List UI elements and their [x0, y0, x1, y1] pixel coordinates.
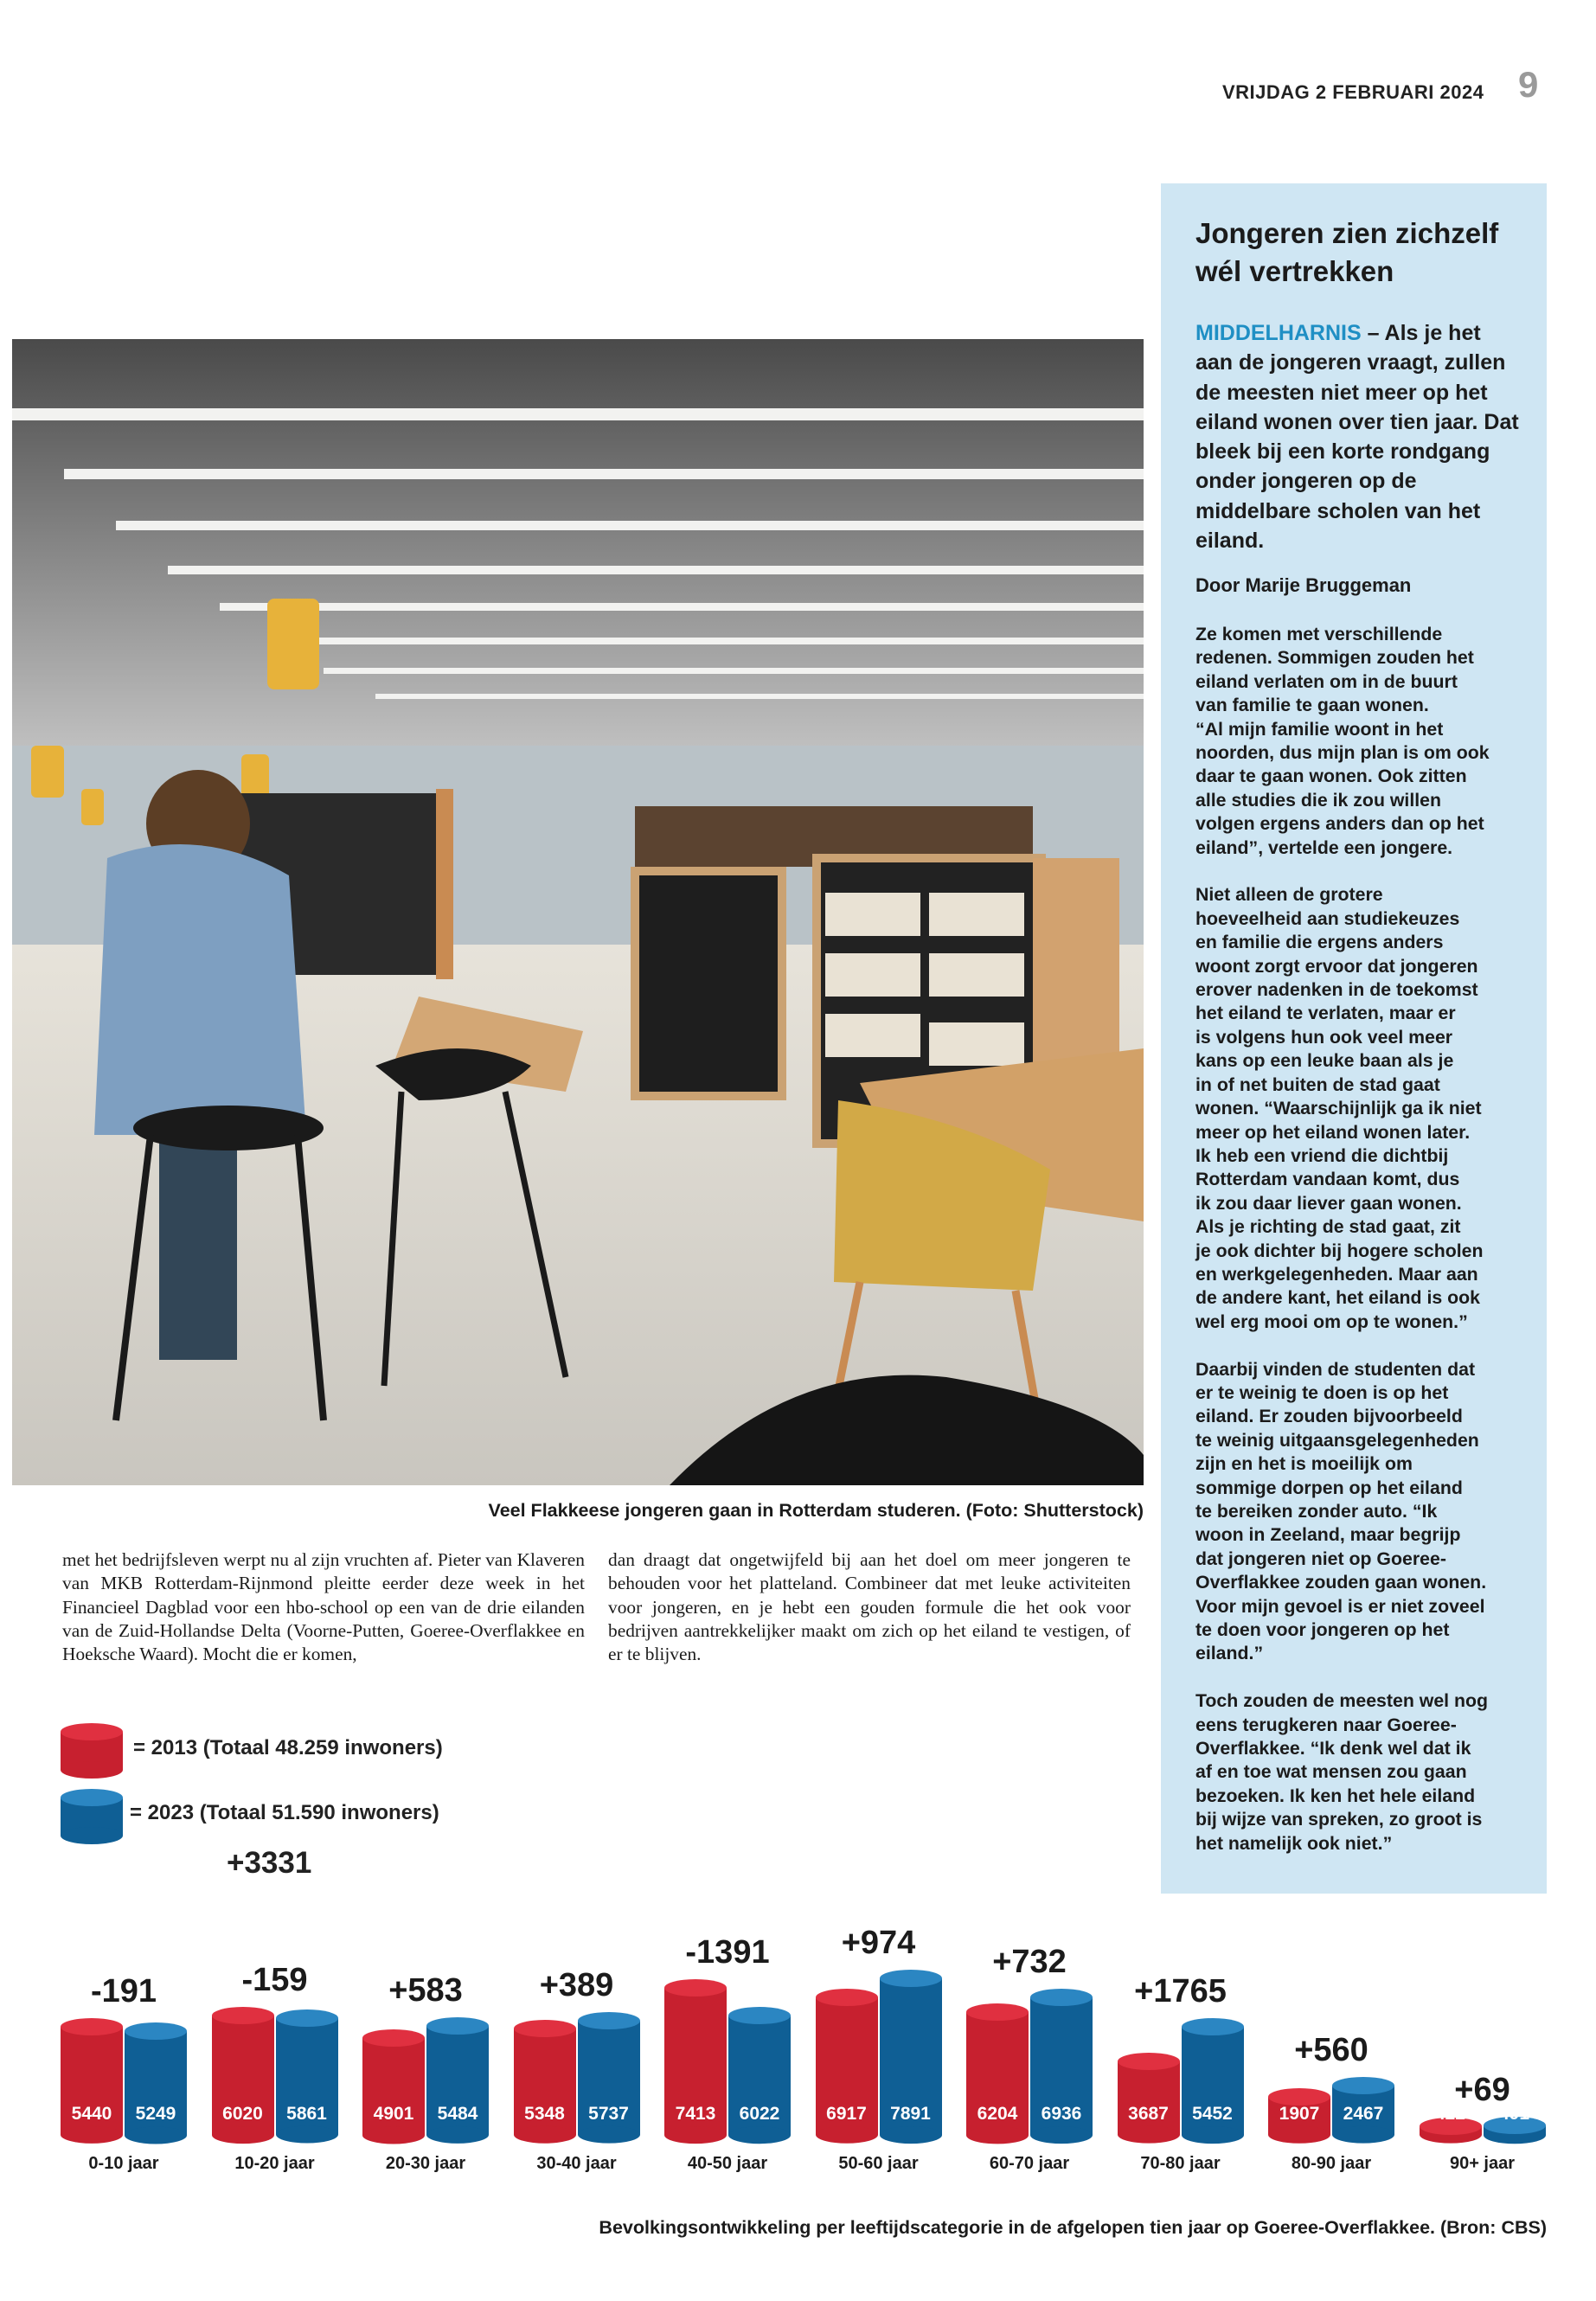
change-label: +974 — [841, 1924, 916, 1961]
value-label: 5861 — [286, 2104, 327, 2124]
legend-2013-icon — [61, 1721, 123, 1779]
bar-2023-7080jaar — [1182, 2018, 1244, 2145]
category-label: 70-80 jaar — [1140, 2154, 1221, 2173]
sidebar-body — [1195, 623, 1524, 1879]
bar-2023-3040jaar — [578, 2012, 640, 2145]
change-label: +69 — [1454, 2071, 1510, 2108]
bar-2013-010jaar — [61, 2018, 123, 2145]
legend-2013-label: = 2013 (Totaal 48.259 inwoners) — [133, 1736, 443, 1759]
category-label: 20-30 jaar — [385, 2154, 466, 2173]
category-label: 10-20 jaar — [234, 2154, 315, 2173]
value-label: 422 — [1434, 2104, 1466, 2124]
legend-2023-icon — [61, 1787, 123, 1844]
dateline: MIDDELHARNIS — [1195, 321, 1362, 345]
value-label: 5737 — [588, 2104, 629, 2124]
sidebar-paragraph: Ze komen met verschillende redenen. Sommigen zouden het eiland verlaten om in de buurt van familie te gaan wonen. “Al mijn familie woont in het noorden, dus mijn plan is om ook daar te gaan wonen. Ook zitten alle studies die ik zou willen volgen ergens anders dan op het eiland”, vertelde een jongere. — [1195, 624, 1490, 858]
photo-caption: Veel Flakkeese jongeren gaan in Rotterdam studeren. (Foto: Shutterstock) — [488, 1500, 1144, 1521]
value-label: 7413 — [675, 2104, 716, 2124]
value-label: 6917 — [826, 2104, 867, 2124]
value-label: 1907 — [1279, 2104, 1320, 2124]
issue-date: VRIJDAG 2 FEBRUARI 2024 — [1222, 81, 1484, 103]
bar-2023-1020jaar — [276, 2009, 338, 2145]
value-label: 5249 — [135, 2104, 176, 2124]
article-column-2: dan draagt dat ongetwijfeld bij aan het doel om meer jongeren te behouden voor het platteland. Combineer dat met leuke activiteiten voor jongeren, en je hebt een gouden formule die het ook voor bedrijven aantrekkelijker maakt om zich op het eiland te vestigen, of er te blijven. — [608, 1549, 1131, 1665]
byline: Door Marije Bruggeman — [1195, 574, 1412, 596]
article-column-1: met het bedrijfsleven werpt nu al zijn vruchten af. Pieter van Klaveren van MKB Rotterdam-Rijnmond pleitte eerder deze week in het Financieel Dagblad voor een hbo-school op een van de drie eilanden van de Zuid-Hollandse Delta (Voorne-Putten, Goeree-Overflakkee en Hoeksche Waard). Mocht die er komen, — [62, 1549, 585, 1665]
population-chart — [0, 1903, 1596, 2197]
value-label: 5484 — [437, 2104, 478, 2124]
value-label: 5348 — [524, 2104, 565, 2124]
value-label: 4901 — [373, 2104, 414, 2124]
value-label: 491 — [1498, 2104, 1530, 2124]
value-label: 3687 — [1128, 2104, 1169, 2124]
value-label: 6020 — [222, 2104, 263, 2124]
bar-2023-010jaar — [125, 2022, 187, 2145]
bar-2013-3040jaar — [514, 2020, 576, 2145]
change-label: +1765 — [1134, 1972, 1227, 2009]
category-label: 0-10 jaar — [88, 2154, 159, 2173]
bar-2023-2030jaar — [426, 2017, 489, 2145]
chart-source: Bevolkingsontwikkeling per leeftijdscategorie in de afgelopen tien jaar op Goeree-Overflakkee. (Bron: CBS) — [599, 2217, 1547, 2238]
library-photo — [12, 339, 1144, 1485]
value-label: 5452 — [1192, 2104, 1233, 2124]
total-change: +3331 — [227, 1846, 312, 1880]
change-label: -159 — [241, 1961, 308, 1998]
category-label: 50-60 jaar — [838, 2154, 919, 2173]
change-label: +732 — [992, 1943, 1067, 1980]
value-label: 2467 — [1343, 2104, 1384, 2124]
category-label: 30-40 jaar — [536, 2154, 617, 2173]
change-label: -191 — [90, 1973, 157, 2010]
sidebar-paragraph: Toch zouden de meesten wel nog eens terugkeren naar Goeree- Overflakkee. “Ik denk wel dat ik af en toe wat mensen zou gaan bezoeken. Ik ken het hele eiland bij wijze van spreken, zo groot is het namelijk ook niet.” — [1195, 1690, 1489, 1854]
change-label: +583 — [388, 1972, 463, 2009]
sidebar-lead — [1195, 318, 1522, 555]
legend-2023-label: = 2023 (Totaal 51.590 inwoners) — [130, 1801, 439, 1824]
value-label: 7891 — [890, 2104, 931, 2124]
value-label: 6936 — [1041, 2104, 1082, 2124]
value-label: 6022 — [739, 2104, 780, 2124]
bar-2013-7080jaar — [1118, 2053, 1180, 2145]
change-label: +560 — [1294, 2032, 1368, 2069]
category-label: 80-90 jaar — [1291, 2154, 1372, 2173]
sidebar-paragraph: Daarbij vinden de studenten dat er te weinig te doen is op het eiland. Er zouden bijvoorbeeld te weinig uitgaansgelegenheden zijn en het is moeilijk om sommige dorpen op het eiland te bereiken zonder auto. “Ik woon in Zeeland, maar begrijp dat jongeren niet op Goeree- Overflakkee zouden gaan wonen. Voor mijn gevoel is er niet zoveel te doen voor jongeren op het eiland.” — [1195, 1358, 1487, 1664]
category-label: 40-50 jaar — [687, 2154, 768, 2173]
change-label: +389 — [539, 1967, 614, 2004]
bar-2013-2030jaar — [362, 2029, 425, 2145]
sidebar-paragraph: Niet alleen de grotere hoeveelheid aan studiekeuzes en familie die ergens anders woont zorgt ervoor dat jongeren erover nadenken in de toekomst het eiland te verlaten, maar er is volgens hun ook veel meer kans op een leuke baan als je in of net buiten de stad gaat wonen. “Waarschijnlijk ga ik niet meer op het eiland wonen later. Ik heb een vriend die dichtbij Rotterdam vandaan komt, dus ik zou daar liever gaan wonen. Als je richting de stad gaat, zit je ook dichter bij hogere scholen en werkgelegenheden. Maar aan de andere kant, het eiland is ook wel erg mooi om op te wonen.” — [1195, 884, 1484, 1332]
change-label: -1391 — [685, 1933, 770, 1971]
category-label: 90+ jaar — [1449, 2154, 1516, 2173]
sidebar-title: Jongeren zien zichzelf wél vertrekken — [1195, 217, 1499, 287]
lead-text: – Als je het aan de jongeren vraagt, zullen de meesten niet meer op het eiland wonen over tien jaar. Dat bleek bij een korte rondgang onder jongeren op de middelbare scholen van het eiland. — [1195, 321, 1519, 554]
library-illustration — [12, 339, 1144, 1485]
value-label: 6204 — [977, 2104, 1018, 2124]
category-label: 60-70 jaar — [989, 2154, 1070, 2173]
value-label: 5440 — [71, 2104, 112, 2124]
page-number: 9 — [1518, 64, 1539, 105]
